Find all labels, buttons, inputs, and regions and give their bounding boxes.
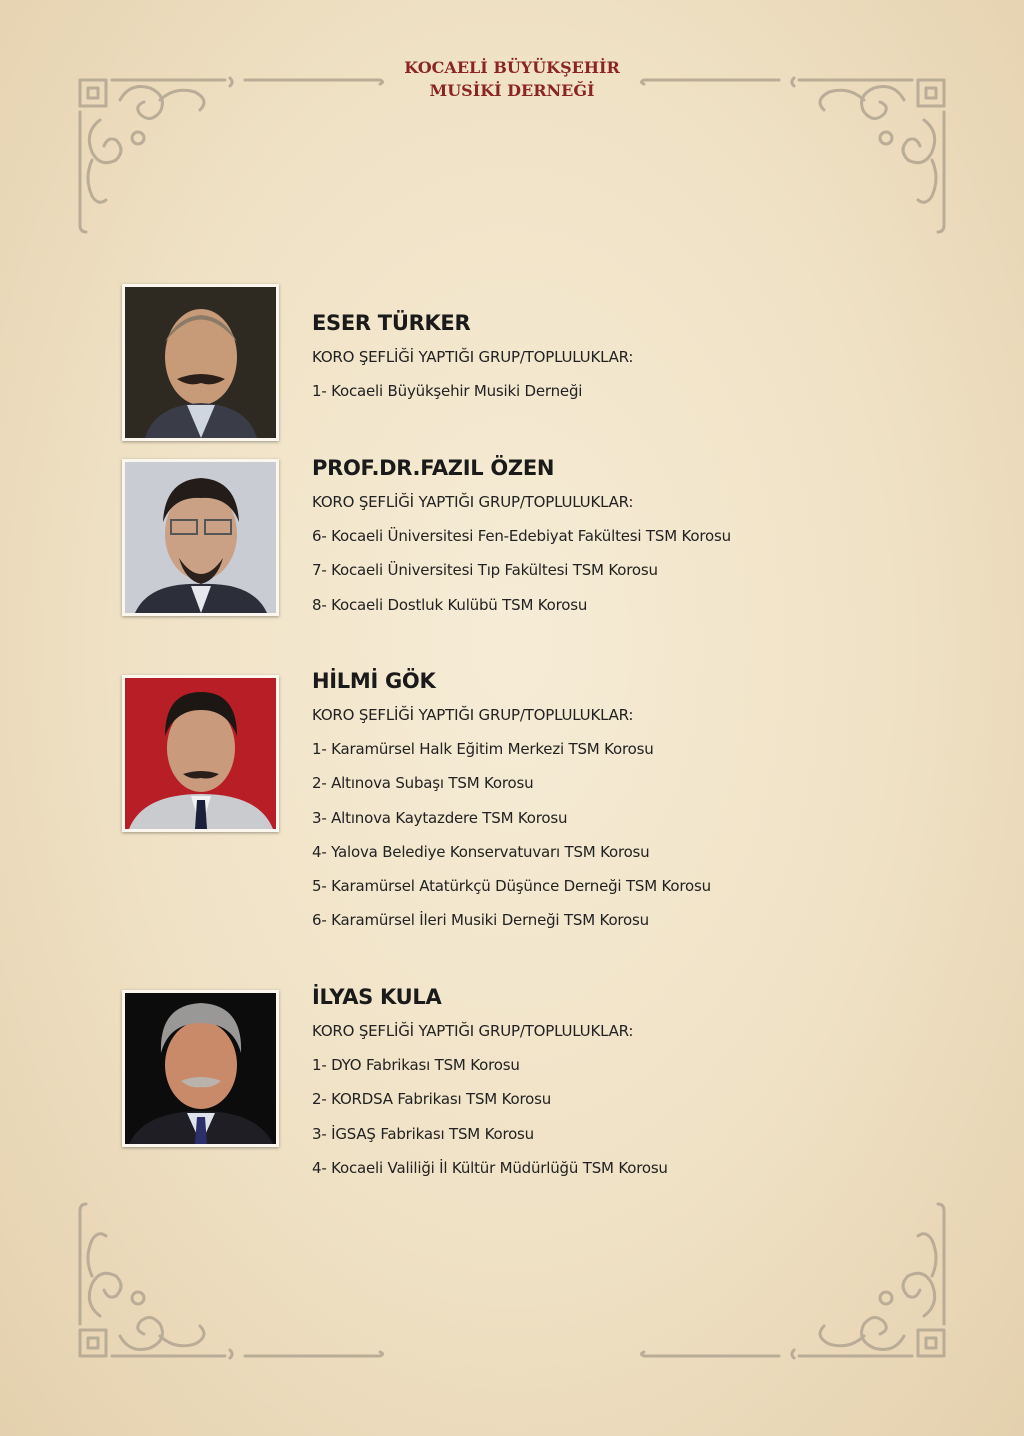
group-list xyxy=(312,374,633,408)
groups-subtitle: KORO ŞEFLİĞİ YAPTIĞI GRUP/TOPLULUKLAR: xyxy=(312,706,634,724)
portrait-photo-4 xyxy=(122,990,279,1147)
list-item: 6- Karamürsel İleri Musiki Derneği TSM Korosu xyxy=(312,911,649,930)
header-line-1: KOCAELİ BÜYÜKŞEHİR xyxy=(404,58,620,77)
portrait-photo-2 xyxy=(122,459,279,616)
groups-subtitle: KORO ŞEFLİĞİ YAPTIĞI GRUP/TOPLULUKLAR: xyxy=(312,348,634,366)
association-header xyxy=(0,56,1024,102)
groups-subtitle: KORO ŞEFLİĞİ YAPTIĞI GRUP/TOPLULUKLAR: xyxy=(312,493,634,511)
list-item: 6- Kocaeli Üniversitesi Fen-Edebiyat Fakültesi TSM Korosu xyxy=(312,527,731,545)
conductor-name: ESER TÜRKER xyxy=(312,311,471,335)
list-item: 1- Karamürsel Halk Eğitim Merkezi TSM Korosu xyxy=(312,740,654,758)
list-item: 3- İGSAŞ Fabrikası TSM Korosu xyxy=(312,1124,534,1143)
list-item: 7- Kocaeli Üniversitesi Tıp Fakültesi TSM Korosu xyxy=(312,561,658,580)
list-item: 1- Kocaeli Büyükşehir Musiki Derneği xyxy=(312,382,583,400)
list-item: 8- Kocaeli Dostluk Kulübü TSM Korosu xyxy=(312,595,588,614)
list-item: 1- DYO Fabrikası TSM Korosu xyxy=(312,1056,520,1074)
header-line-2: MUSİKİ DERNEĞİ xyxy=(429,81,595,100)
portrait-photo-3 xyxy=(122,675,279,832)
conductor-name: HİLMİ GÖK xyxy=(312,669,436,693)
group-list xyxy=(312,519,731,622)
list-item: 3- Altınova Kaytazdere TSM Korosu xyxy=(312,808,568,827)
list-item: 4- Yalova Belediye Konservatuvarı TSM Korosu xyxy=(312,842,650,861)
list-item: 2- KORDSA Fabrikası TSM Korosu xyxy=(312,1090,552,1109)
group-list xyxy=(312,1048,668,1185)
conductor-name: İLYAS KULA xyxy=(312,985,442,1009)
corner-ornament-bottom-right xyxy=(642,1204,945,1358)
corner-ornament-bottom-left xyxy=(80,1204,383,1358)
list-item: 4- Kocaeli Valiliği İl Kültür Müdürlüğü TSM Korosu xyxy=(312,1158,668,1177)
groups-subtitle: KORO ŞEFLİĞİ YAPTIĞI GRUP/TOPLULUKLAR: xyxy=(312,1022,634,1040)
portrait-photo-1 xyxy=(122,284,279,441)
list-item: 5- Karamürsel Atatürkçü Düşünce Derneği TSM Korosu xyxy=(312,877,711,896)
group-list xyxy=(312,732,711,938)
conductor-name: PROF.DR.FAZIL ÖZEN xyxy=(312,456,555,480)
list-item: 2- Altınova Subaşı TSM Korosu xyxy=(312,774,534,793)
